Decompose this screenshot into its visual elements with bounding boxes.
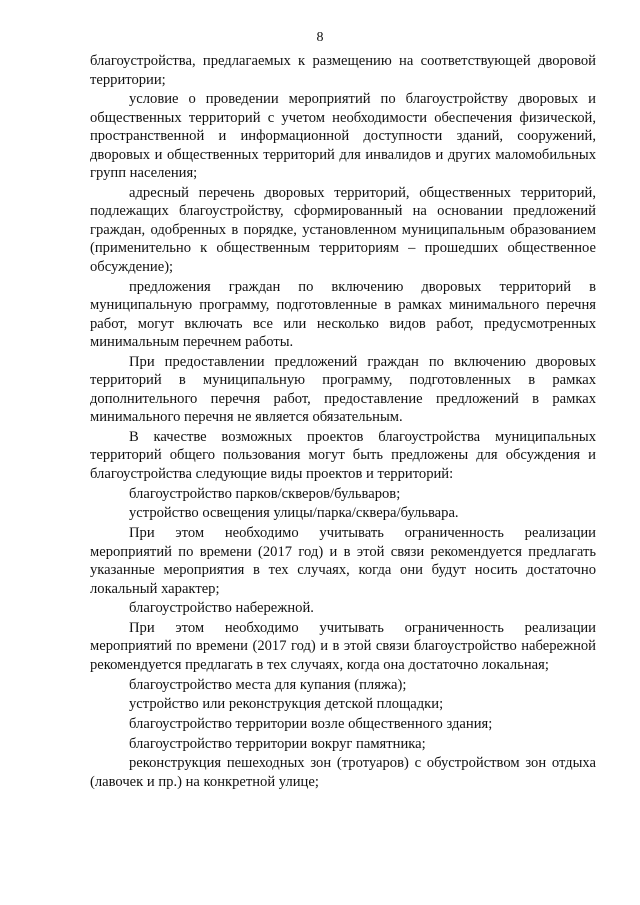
list-item: устройство или реконструкция детской площадки; bbox=[129, 696, 444, 713]
paragraph: При предоставлении предложений граждан по включению дворовых территорий в муниципальную программу, подготовленных в рамках дополнительного перечня работ, предоставление предложений в рамках минимального перечня не является обязательным. bbox=[90, 353, 596, 426]
page-number: 8 bbox=[316, 30, 324, 45]
list-item: благоустройство парков/скверов/бульваров; bbox=[129, 485, 401, 502]
list-item: реконструкция пешеходных зон (тротуаров) с обустройством зон отдыха (лавочек и пр.) на конкретной улице; bbox=[90, 755, 596, 790]
list-item: благоустройство места для купания (пляжа); bbox=[129, 676, 407, 693]
list-item: благоустройство набережной. bbox=[129, 600, 314, 617]
paragraph: благоустройства, предлагаемых к размещению на соответствующей дворовой территории; bbox=[90, 53, 596, 88]
list-item: устройство освещения улицы/парка/сквера/бульвара. bbox=[129, 505, 459, 522]
document-body bbox=[90, 52, 596, 793]
list-item: благоустройство территории вокруг памятника; bbox=[129, 735, 426, 752]
list-item: благоустройство территории возле общественного здания; bbox=[129, 715, 493, 732]
paragraph: В качестве возможных проектов благоустройства муниципальных территорий общего пользования могут быть предложены для обсуждения и благоустройства следующие виды проектов и территорий: bbox=[90, 428, 596, 482]
paragraph: адресный перечень дворовых территорий, общественных территорий, подлежащих благоустройству, сформированный на основании предложений граждан, одобренных в порядке, установленном муниципальным образованием (применительно к общественным территориям – прошедших общественное обсуждение); bbox=[90, 184, 596, 275]
paragraph: При этом необходимо учитывать ограниченность реализации мероприятий по времени (2017 год) и в этой связи благоустройство набережной рекомендуется предлагать в тех случаях, когда она достаточно локальная; bbox=[90, 619, 596, 673]
paragraph: предложения граждан по включению дворовых территорий в муниципальную программу, подготовленные в рамках минимального перечня работ, могут включать все или несколько видов работ, предусмотренных минимальным перечнем работы. bbox=[90, 278, 596, 351]
paragraph: условие о проведении мероприятий по благоустройству дворовых и общественных территорий с учетом необходимости обеспечения физической, пространственной и информационной доступности зданий, сооружений, дворовых и общественных территорий для инвалидов и других маломобильных групп населения; bbox=[90, 91, 596, 182]
paragraph: При этом необходимо учитывать ограниченность реализации мероприятий по времени (2017 год) и в этой связи рекомендуется предлагать указанные мероприятия в тех случаях, когда они будут носить достаточно локальный характер; bbox=[90, 525, 596, 597]
